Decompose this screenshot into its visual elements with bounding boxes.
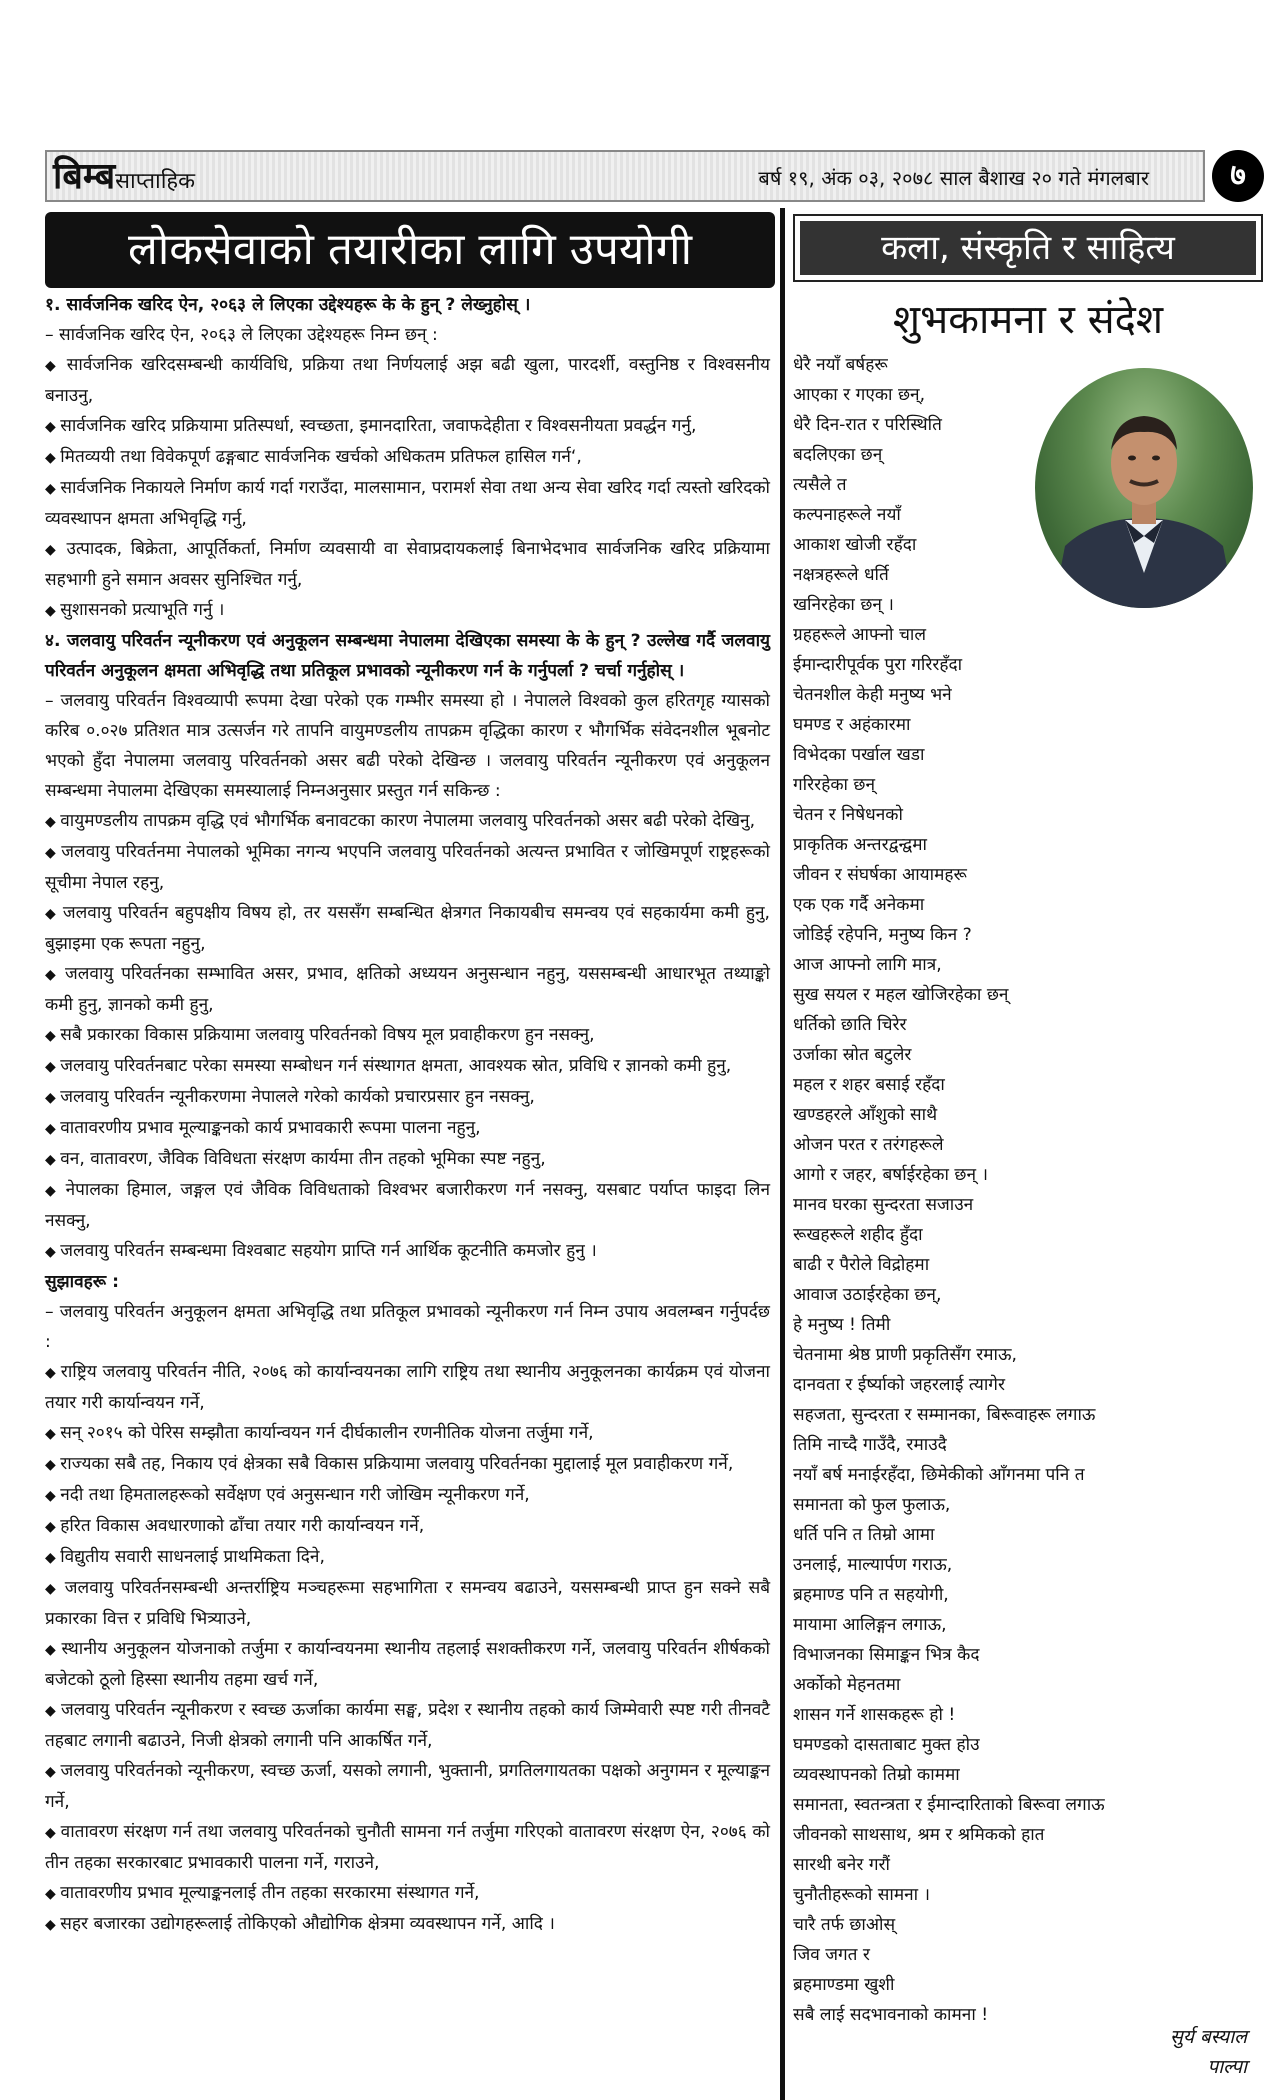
masthead-bar [45, 150, 1205, 202]
poem-line: उर्जाका स्रोत बटुलेर [793, 1045, 912, 1065]
poem-line: ईमान्दारीपूर्वक पुरा गरिरहँदा [793, 655, 963, 675]
bullet-point: ◆ विद्युतीय सवारी साधनलाई प्राथमिकता दिने, [45, 1542, 770, 1573]
question-heading: ४. जलवायु परिवर्तन न्यूनीकरण एवं अनुकूलन सम्बन्धमा नेपालमा देखिएका समस्या के के हुन् ? उल्लेख गर्दै जलवायु परिवर्तन अनुकूलन क्षमता अभिवृद्धि तथा प्रतिकूल प्रभावको न्यूनीकरण गर्न के गर्नुपर्ला ? चर्चा गर्नुहोस् । [45, 631, 770, 681]
poem-line: खनिरहेका छन् । [793, 595, 894, 615]
poem-line: धर्तिको छाति चिरेर [793, 1015, 907, 1035]
bullet-point: ◆ सन् २०१५ को पेरिस सम्झौता कार्यान्वयन गर्न दीर्घकालीन रणनीतिक योजना तर्जुमा गर्ने, [45, 1418, 770, 1449]
poem-line: ग्रहहरूले आफ्नो चाल [793, 625, 926, 645]
poem-line: बदलिएका छन् [793, 445, 883, 465]
bullet-point: ◆ जलवायु परिवर्तन न्यूनीकरणमा नेपालले गरेको कार्यको प्रचारप्रसार हुन नसक्नु, [45, 1082, 770, 1113]
bullet-point: ◆ वातावरणीय प्रभाव मूल्याङ्कनको कार्य प्रभावकारी रूपमा पालना नहुनु, [45, 1113, 770, 1144]
poem-line: आकाश खोजी रहँदा [793, 535, 917, 555]
poem-line: गरिरहेका छन् [793, 775, 876, 795]
paragraph: – जलवायु परिवर्तन विश्वव्यापी रूपमा देखा परेको एक गम्भीर समस्या हो । नेपालले विश्वको कुल हरितगृह ग्यासको करिब ०.०२७ प्रतिशत मात्र उत्सर्जन गरे तापनि वायुमण्डलीय तापक्रम वृद्धिका कारण र भौगर्भिक संवेदनशील भूबनोट भएको हुँदा नेपालमा जलवायु परिवर्तनको असर बढी परेको देखिन्छ । जलवायु परिवर्तन न्यूनीकरण एवं अनुकूलन सम्बन्धमा नेपालमा देखिएका समस्यालाई निम्नअनुसार प्रस्तुत गर्न सकिन्छ : [45, 691, 770, 801]
bullet-point: ◆ उत्पादक, बिक्रेता, आपूर्तिकर्ता, निर्माण व्यवसायी वा सेवाप्रदायकलाई बिनाभेदभाव सार्वजनिक खरिद प्रक्रियामा सहभागी हुने समान अवसर सुनिश्चित गर्नु, [45, 534, 770, 595]
poem-line: घमण्डको दासताबाट मुक्त होउ [793, 1735, 980, 1755]
page-number-badge: ७ [1212, 150, 1264, 202]
poem-line: चेतनामा श्रेष्ठ प्राणी प्रकृतिसँग रमाऊ, [793, 1345, 1017, 1365]
bullet-point: ◆ जलवायु परिवर्तनमा नेपालको भूमिका नगन्य भएपनि जलवायु परिवर्तनको अत्यन्त प्रभावित र जोखिमपूर्ण राष्ट्रहरूको सूचीमा नेपाल रहनु, [45, 837, 770, 898]
brand-subtitle: साप्ताहिक [115, 169, 196, 194]
right-section-title-box [793, 214, 1263, 282]
signature [1170, 2022, 1247, 2082]
poem-line: ब्रहमाण्ड पनि त सहयोगी, [793, 1585, 949, 1605]
bullet-point: ◆ जलवायु परिवर्तन न्यूनीकरण र स्वच्छ ऊर्जाका कार्यमा सङ्घ, प्रदेश र स्थानीय तहको कार्य जिम्मेवारी स्पष्ट गरी तीनवटै तहबाट लगानी बढाउने, निजी क्षेत्रको लगानी पनि आकर्षित गर्ने, [45, 1695, 770, 1756]
bullet-point: ◆ जलवायु परिवर्तनका सम्भावित असर, प्रभाव, क्षतिको अध्ययन अनुसन्धान नहुनु, यससम्बन्धी आधारभूत तथ्याङ्को कमी हुनु, ज्ञानको कमी हुनु, [45, 959, 770, 1020]
paragraph: – सार्वजनिक खरिद ऐन, २०६३ ले लिएका उद्देश्यहरू निम्न छन् : [45, 325, 438, 345]
right-section-title: कला, संस्कृति र साहित्य [800, 221, 1256, 275]
poem-line: जिव जगत र [793, 1945, 870, 1965]
bullet-point: ◆ राष्ट्रिय जलवायु परिवर्तन नीति, २०७६ को कार्यान्वयनका लागि राष्ट्रिय तथा स्थानीय अनुकूलनका कार्यक्रम एवं योजना तयार गरी कार्यान्वयन गर्ने, [45, 1357, 770, 1418]
poem-line: विभेदका पर्खाल खडा [793, 745, 925, 765]
poem-line: समानता, स्वतन्त्रता र ईमान्दारिताको बिरूवा लगाऊ [793, 1795, 1105, 1815]
poem-line: त्यसैले त [793, 475, 847, 495]
poem-line: चेतनशील केही मनुष्य भने [793, 685, 952, 705]
poem-line: व्यवस्थापनको तिम्रो काममा [793, 1765, 960, 1785]
poem-line: जीवन र संघर्षका आयामहरू [793, 865, 967, 885]
poem-line: जीवनको साथसाथ, श्रम र श्रमिकको हात [793, 1825, 1045, 1845]
poem-line: अर्कोको मेहनतमा [793, 1675, 901, 1695]
poem-line: बाढी र पैरोले विद्रोहमा [793, 1255, 930, 1275]
poem-line: दानवता र ईर्ष्याको जहरलाई त्यागेर [793, 1375, 1005, 1395]
signature-place: पाल्पा [1207, 2056, 1247, 2078]
question-heading: १. सार्वजनिक खरिद ऐन, २०६३ ले लिएका उद्देश्यहरू के के हुन् ? लेख्नुहोस् । [45, 295, 531, 315]
poem-line: सारथी बनेर गरौं [793, 1855, 891, 1875]
question-heading: सुझावहरू : [45, 1272, 119, 1292]
bullet-point: ◆ हरित विकास अवधारणाको ढाँचा तयार गरी कार्यान्वयन गर्ने, [45, 1511, 770, 1542]
poem-line: ब्रहमाण्डमा खुशी [793, 1975, 895, 1995]
poem-line: कल्पनाहरूले नयाँ [793, 505, 901, 525]
bullet-point: ◆ जलवायु परिवर्तनको न्यूनीकरण, स्वच्छ ऊर्जा, यसको लगानी, भुक्तानी, प्रगतिलगायतका पक्षको अनुगमन र मूल्याङ्कन गर्ने, [45, 1756, 770, 1817]
poem-title: शुभकामना र संदेश [892, 297, 1164, 343]
poem-line: मायामा आलिङ्गन लगाऊ, [793, 1615, 947, 1635]
bullet-point: ◆ सार्वजनिक खरिद प्रक्रियामा प्रतिस्पर्धा, स्वच्छता, इमानदारिता, जवाफदेहीता र विश्वसनीयता प्रवर्द्धन गर्नु, [45, 411, 770, 442]
poem-line: चुनौतीहरूको सामना । [793, 1885, 931, 1905]
poem-line: प्राकृतिक अन्तरद्वन्द्वमा [793, 835, 927, 855]
bullet-point: ◆ जलवायु परिवर्तन बहुपक्षीय विषय हो, तर यससँग सम्बन्धित क्षेत्रगत निकायबीच समन्वय एवं सहकार्यमा कमी हुनु, बुझाइमा एक रूपता नहुनु, [45, 898, 770, 959]
poem-line: नक्षत्रहरूले धर्ति [793, 565, 889, 585]
signature-name: सुर्य बस्याल [1170, 2026, 1247, 2048]
poem-line: तिमि नाच्दै गाउँदै, रमाउदै [793, 1435, 947, 1455]
poem-line: धर्ति पनि त तिम्रो आमा [793, 1525, 935, 1545]
bullet-point: ◆ राज्यका सबै तह, निकाय एवं क्षेत्रका सबै विकास प्रक्रियामा जलवायु परिवर्तनका मुद्दालाई मूल प्रवाहीकरण गर्ने, [45, 1449, 770, 1480]
poem-line: समानता को फुल फुलाऊ, [793, 1495, 951, 1515]
bullet-point: ◆ सुशासनको प्रत्याभूति गर्नु । [45, 595, 770, 626]
bullet-point: ◆ जलवायु परिवर्तनबाट परेका समस्या सम्बोधन गर्न संस्थागत क्षमता, आवश्यक स्रोत, प्रविधि र ज्ञानको कमी हुनु, [45, 1051, 770, 1082]
bullet-point: ◆ वातावरण संरक्षण गर्न तथा जलवायु परिवर्तनको चुनौती सामना गर्न तर्जुमा गरिएको वातावरण संरक्षण ऐन, २०७६ को तीन तहका सरकारबाट प्रभावकारी पालना गर्ने, गराउने, [45, 1817, 770, 1878]
bullet-point: ◆ स्थानीय अनुकूलन योजनाको तर्जुमा र कार्यान्वयनमा स्थानीय तहलाई सशक्तीकरण गर्ने, जलवायु परिवर्तन शीर्षकको बजेटको ठूलो हिस्सा स्थानीय तहमा खर्च गर्ने, [45, 1634, 770, 1695]
poem-line: एक एक गर्दै अनेकमा [793, 895, 925, 915]
poem-line: चारै तर्फ छाओस् [793, 1915, 896, 1935]
bullet-point: ◆ सबै प्रकारका विकास प्रक्रियामा जलवायु परिवर्तनको विषय मूल प्रवाहीकरण हुन नसक्नु, [45, 1020, 770, 1051]
poem-line: आवाज उठाईरहेका छन्, [793, 1285, 942, 1305]
bullet-point: ◆ जलवायु परिवर्तन सम्बन्धमा विश्वबाट सहयोग प्राप्ति गर्न आर्थिक कूटनीति कमजोर हुनु । [45, 1236, 770, 1267]
bullet-point: ◆ वन, वातावरण, जैविक विविधता संरक्षण कार्यमा तीन तहको भूमिका स्पष्ट नहुनु, [45, 1144, 770, 1175]
poem-line: सहजता, सुन्दरता र सम्मानका, बिरूवाहरू लगाऊ [793, 1405, 1096, 1425]
bullet-point: ◆ जलवायु परिवर्तनसम्बन्धी अन्तर्राष्ट्रिय मञ्चहरूमा सहभागिता र समन्वय बढाउने, यससम्बन्धी प्राप्त हुन सक्ने सबै प्रकारका वित्त र प्रविधि भित्र्याउने, [45, 1573, 770, 1634]
poem-line: आज आफ्नो लागि मात्र, [793, 955, 942, 975]
left-section-title: लोकसेवाको तयारीका लागि उपयोगी [45, 212, 775, 288]
bullet-point: ◆ सार्वजनिक खरिदसम्बन्धी कार्यविधि, प्रक्रिया तथा निर्णयलाई अझ बढी खुला, पारदर्शी, वस्तुनिष्ठ र विश्वसनीय बनाउनु, [45, 350, 770, 411]
article-body [45, 290, 770, 1940]
poem-line: घमण्ड र अहंकारमा [793, 715, 911, 735]
poem-line: धेरै दिन-रात र परिस्थिति [793, 415, 942, 435]
column-divider [780, 208, 785, 2100]
poem-line: जोडिई रहेपनि, मनुष्य किन ? [793, 925, 972, 945]
poem-line: रूखहरूले शहीद हुँदा [793, 1225, 923, 1245]
bullet-point: ◆ नेपालका हिमाल, जङ्गल एवं जैविक विविधताको विश्वभर बजारीकरण गर्न नसक्नु, यसबाट पर्याप्त फाइदा लिन नसक्नु, [45, 1175, 770, 1236]
poem-line: धेरै नयाँ बर्षहरू [793, 355, 888, 375]
poem-line: सबै लाई सदभावनाको कामना ! [793, 2005, 989, 2025]
brand-name: बिम्ब [53, 155, 116, 197]
poem-line: हे मनुष्य ! तिमी [793, 1315, 891, 1335]
bullet-point: ◆ वातावरणीय प्रभाव मूल्याङ्कनलाई तीन तहका सरकारमा संस्थागत गर्ने, [45, 1878, 770, 1909]
issue-info: बर्ष १९, अंक ०३, २०७८ साल बैशाख २० गते मंगलबार [758, 166, 1149, 190]
paragraph: – जलवायु परिवर्तन अनुकूलन क्षमता अभिवृद्धि तथा प्रतिकूल प्रभावको न्यूनीकरण गर्न निम्न उपाय अवलम्बन गर्नुपर्दछ : [45, 1302, 770, 1352]
poem-line: महल र शहर बसाई रहँदा [793, 1075, 945, 1095]
poem-line: उनलाई, माल्यार्पण गराऊ, [793, 1555, 953, 1575]
poem-line: खण्डहरले आँशुको साथै [793, 1105, 938, 1125]
bullet-point: ◆ सार्वजनिक निकायले निर्माण कार्य गर्दा गराउँदा, मालसामान, परामर्श सेवा तथा अन्य सेवा खरिद गर्दा त्यस्तो खरिदको व्यवस्थापन क्षमता अभिवृद्धि गर्नु, [45, 473, 770, 534]
poem-line: शासन गर्ने शासकहरू हो ! [793, 1705, 956, 1725]
bullet-point: ◆ नदी तथा हिमतालहरूको सर्वेक्षण एवं अनुसन्धान गरी जोखिम न्यूनीकरण गर्ने, [45, 1480, 770, 1511]
poem-line: चेतन र निषेधनको [793, 805, 903, 825]
poem-line: विभाजनका सिमाङ्कन भित्र कैद [793, 1645, 980, 1665]
masthead-brand [53, 154, 195, 204]
poem-line: मानव घरका सुन्दरता सजाउन [793, 1195, 974, 1215]
poem-line: नयाँ बर्ष मनाईरहँदा, छिमेकीको आँगनमा पनि त [793, 1465, 1085, 1485]
poem-body [793, 350, 1233, 2030]
poem-line: आगो र जहर, बर्षाईरहेका छन् । [793, 1165, 988, 1185]
poem-line: ओजन परत र तरंगहरूले [793, 1135, 944, 1155]
bullet-point: ◆ सहर बजारका उद्योगहरूलाई तोकिएको औद्योगिक क्षेत्रमा व्यवस्थापन गर्ने, आदि । [45, 1909, 770, 1940]
bullet-point: ◆ वायुमण्डलीय तापक्रम वृद्धि एवं भौगर्भिक बनावटका कारण नेपालमा जलवायु परिवर्तनको असर बढी परेको देखिनु, [45, 806, 770, 837]
bullet-point: ◆ मितव्ययी तथा विवेकपूर्ण ढङ्गबाट सार्वजनिक खर्चको अधिकतम प्रतिफल हासिल गर्न‘, [45, 442, 770, 473]
poem-line: आएका र गएका छन्, [793, 385, 926, 405]
poem-line: सुख सयल र महल खोजिरहेका छन् [793, 985, 1009, 1005]
